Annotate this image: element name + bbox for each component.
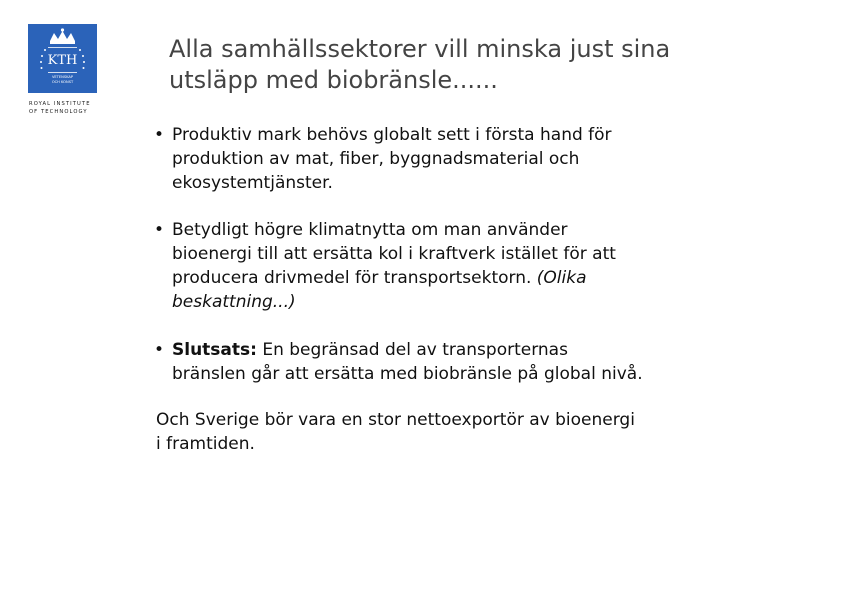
bullet-marker: • bbox=[154, 220, 165, 240]
kth-logo bbox=[26, 24, 100, 120]
bullet-marker: • bbox=[154, 340, 165, 360]
kth-emblem bbox=[28, 24, 97, 93]
logo-text-line-2: OF TECHNOLOGY bbox=[29, 109, 88, 115]
conclusion-label: Slutsats: bbox=[172, 340, 257, 360]
closing-paragraph bbox=[156, 408, 776, 456]
emblem-subtext-1: VETENSKAP bbox=[51, 75, 74, 79]
bullet-2-line-3 bbox=[172, 266, 616, 290]
bullet-item-3 bbox=[154, 338, 643, 386]
crown-emblem-icon bbox=[28, 24, 97, 93]
slide-title bbox=[169, 34, 809, 96]
bullet-item-1 bbox=[154, 123, 612, 195]
bullet-1-line-3: ekosystemtjänster. bbox=[172, 173, 333, 193]
logo-text-line-1: ROYAL INSTITUTE bbox=[29, 101, 91, 107]
bullet-marker: • bbox=[154, 125, 165, 145]
bullet-2-line-1: Betydligt högre klimatnytta om man använder bbox=[172, 220, 568, 240]
bullet-1-line-2: produktion av mat, fiber, byggnadsmaterial och bbox=[172, 149, 580, 169]
bullet-2-line-4-italic: beskattning...) bbox=[172, 292, 296, 312]
closing-line-2: i framtiden. bbox=[156, 434, 255, 454]
closing-line-1: Och Sverige bör vara en stor nettoexportör av bioenergi bbox=[156, 410, 635, 430]
bullet-2-line-2: bioenergi till att ersätta kol i kraftverk istället för att bbox=[172, 244, 616, 264]
emblem-subtext-2: OCH KONST bbox=[51, 80, 74, 84]
title-line-1: Alla samhällssektorer vill minska just sina bbox=[169, 35, 671, 63]
emblem-kth-text: KTH bbox=[47, 53, 78, 68]
bullet-3-line-1 bbox=[172, 338, 643, 362]
bullet-item-2 bbox=[154, 218, 616, 314]
bullet-2-line-3-plain: producera drivmedel för transportsektorn. bbox=[172, 268, 537, 288]
bullet-1-line-1: Produktiv mark behövs globalt sett i första hand för bbox=[172, 125, 612, 145]
bullet-2-line-3-italic: (Olika bbox=[536, 268, 587, 288]
title-line-2: utsläpp med biobränsle...... bbox=[169, 66, 498, 94]
bullet-3-line-2: bränslen går att ersätta med biobränsle på global nivå. bbox=[172, 364, 643, 384]
bullet-3-line-1-rest: En begränsad del av transporternas bbox=[256, 340, 568, 360]
